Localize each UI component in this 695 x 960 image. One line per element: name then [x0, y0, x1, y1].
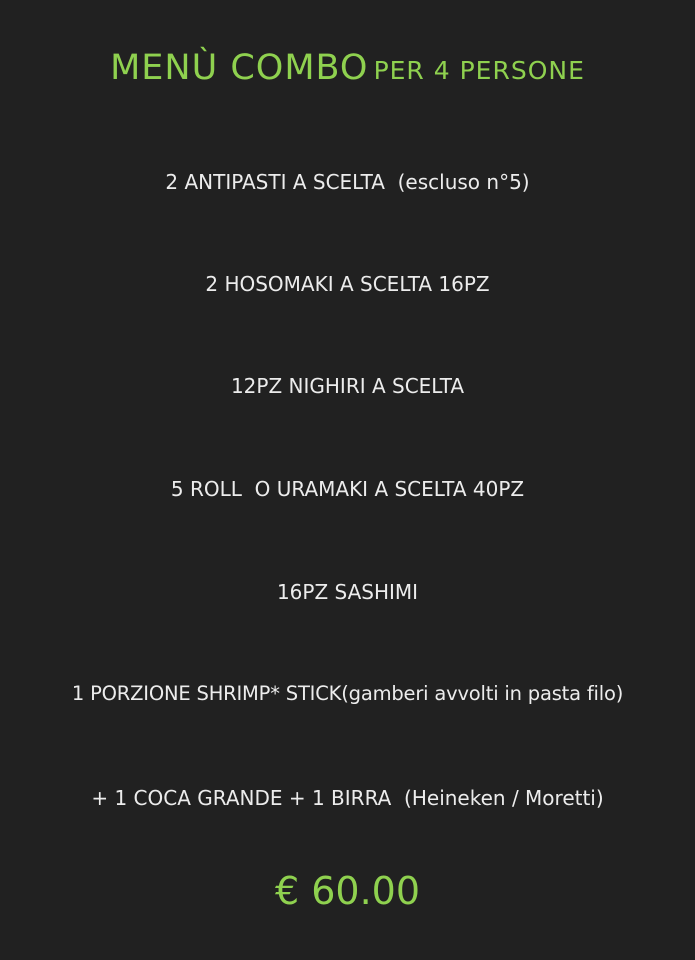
menu-item-antipasti: 2 ANTIPASTI A SCELTA (escluso n°5) [165, 170, 530, 194]
menu-title-main: MENÙ COMBO [110, 48, 369, 88]
menu-item-hosomaki: 2 HOSOMAKI A SCELTA 16PZ [205, 272, 490, 296]
menu-item-roll-uramaki: 5 ROLL O URAMAKI A SCELTA 40PZ [170, 477, 525, 501]
menu-title-sub: PER 4 PERSONE [373, 56, 585, 85]
menu-item-sashimi: 16PZ SASHIMI [276, 580, 419, 604]
menu-title [0, 48, 695, 88]
menu-item-shrimp-stick: 1 PORZIONE SHRIMP* STICK(gamberi avvolti in pasta filo) [71, 682, 624, 705]
menu-price: € 60.00 [274, 869, 421, 913]
menu-item-drinks: + 1 COCA GRANDE + 1 BIRRA (Heineken / Moretti) [91, 786, 604, 810]
menu-item-nighiri: 12PZ NIGHIRI A SCELTA [230, 374, 465, 398]
